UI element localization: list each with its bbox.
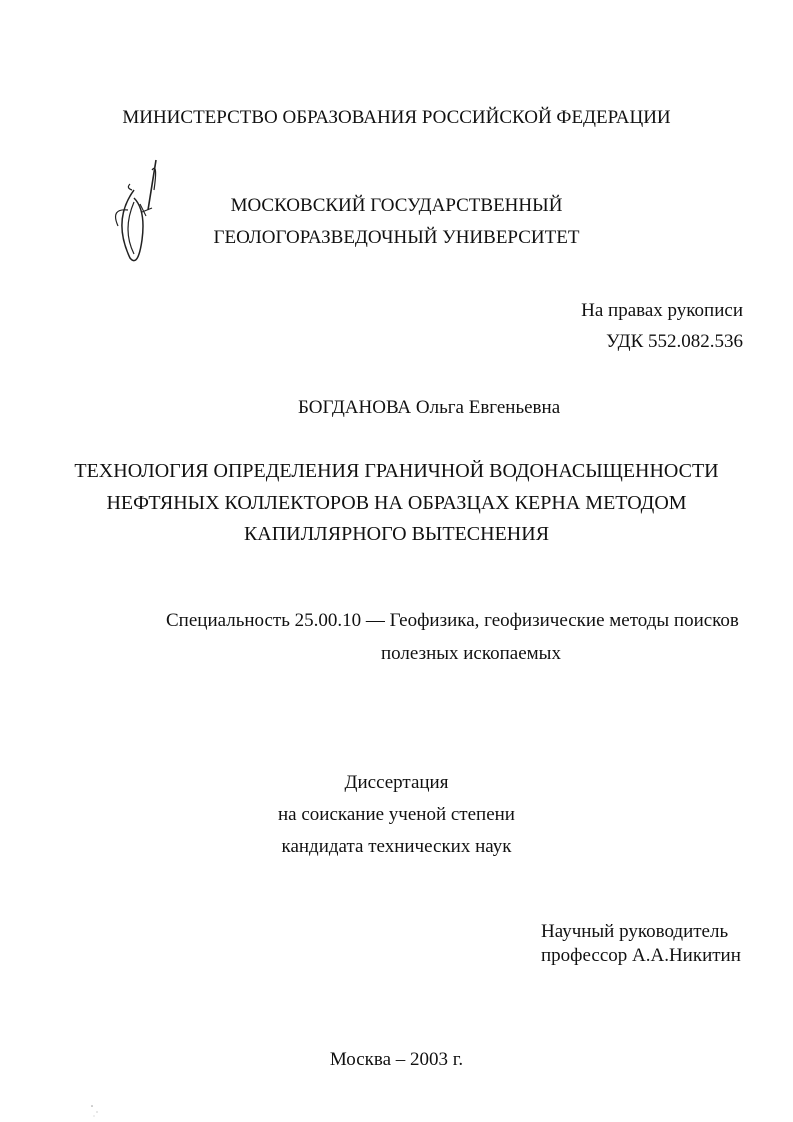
scan-specks xyxy=(88,1100,108,1120)
degree-field: кандидата технических наук xyxy=(281,836,512,857)
university-name-line2: ГЕОЛОГОРАЗВЕДОЧНЫЙ УНИВЕРСИТЕТ xyxy=(213,227,580,248)
thesis-title-line3: КАПИЛЛЯРНОГО ВЫТЕСНЕНИЯ xyxy=(243,523,550,545)
udc-code: УДК 552.082.536 xyxy=(606,331,743,352)
author-name: БОГДАНОВА Ольга Евгеньевна xyxy=(298,397,561,418)
degree-purpose: на соискание ученой степени xyxy=(278,804,515,825)
place-and-year: Москва – 2003 г. xyxy=(329,1049,464,1070)
thesis-title-line1: ТЕХНОЛОГИЯ ОПРЕДЕЛЕНИЯ ГРАНИЧНОЙ ВОДОНАСЫЩЕННОСТИ xyxy=(74,460,719,482)
manuscript-rights-label: На правах рукописи xyxy=(581,300,743,321)
thesis-title-line2: НЕФТЯНЫХ КОЛЛЕКТОРОВ НА ОБРАЗЦАХ КЕРНА МЕТОДОМ xyxy=(106,492,687,514)
specialty-line1: Специальность 25.00.10 — Геофизика, геофизические методы поисков xyxy=(166,610,739,631)
university-name-line1: МОСКОВСКИЙ ГОСУДАРСТВЕННЫЙ xyxy=(230,195,563,216)
ministry-heading: МИНИСТЕРСТВО ОБРАЗОВАНИЯ РОССИЙСКОЙ ФЕДЕРАЦИИ xyxy=(122,107,671,128)
supervisor-label: Научный руководитель xyxy=(541,921,729,942)
supervisor-name: профессор А.А.Никитин xyxy=(541,945,741,966)
specialty-line2: полезных ископаемых xyxy=(381,643,561,664)
degree-type: Диссертация xyxy=(344,772,449,793)
